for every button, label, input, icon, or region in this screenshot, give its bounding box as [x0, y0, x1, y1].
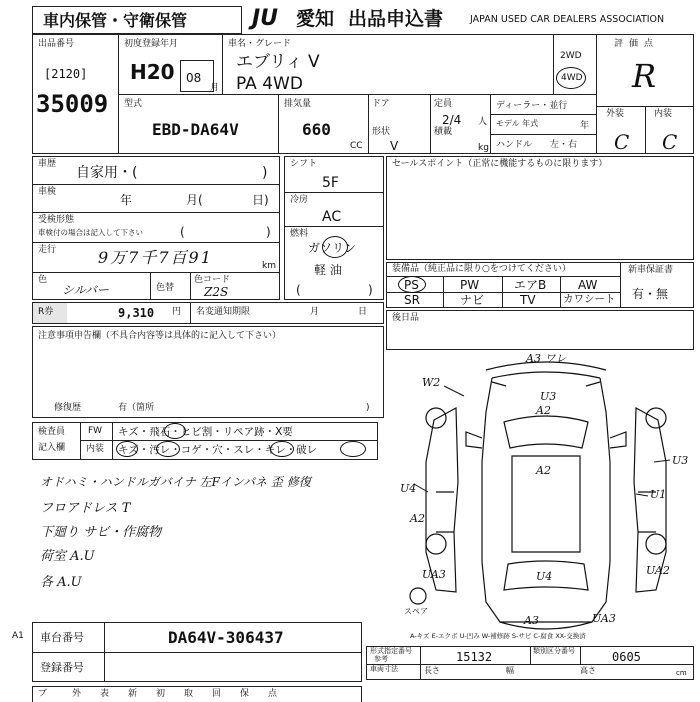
damage-mark: スペア: [404, 607, 428, 616]
damage-legend: A-キズ E-エクボ U-凹み W-補修跡 S-サビ C-腐食 XX-交換済: [410, 632, 586, 640]
notice-day: 日: [358, 307, 368, 317]
equipment-item: エアB: [514, 278, 547, 292]
int-wear-circle: [270, 441, 294, 457]
new-warranty-value: 有・無: [632, 287, 669, 301]
damage-mark: U3: [672, 454, 689, 467]
form-title: 出品申込書: [348, 8, 444, 30]
shift-value: 5F: [322, 175, 339, 191]
damage-mark: U4: [400, 482, 417, 495]
equipment-item: AW: [578, 278, 598, 292]
int-dirt-circle: [156, 441, 180, 457]
repair-value: 有（箇所: [118, 403, 155, 413]
ju-logo: JU: [252, 6, 279, 31]
stamp-cell: 初: [156, 689, 166, 699]
registration-era-year: H20: [130, 60, 175, 84]
cert-value-1: 15132: [456, 650, 493, 664]
registration-month: 08: [186, 71, 202, 85]
damage-mark: A3: [524, 614, 539, 627]
drive-4wd-circle: [556, 67, 586, 89]
fuel-open: (: [296, 283, 301, 297]
color-value: シルバー: [62, 283, 109, 297]
damage-mark: A2: [410, 512, 425, 525]
stamp-cell: 新: [128, 689, 138, 699]
stamp-cell: 表: [100, 689, 110, 699]
consignment-label: 受検形態: [38, 215, 75, 225]
dims-unit: cm: [676, 669, 687, 677]
stamp-cell: 点: [268, 689, 278, 699]
repair-label: 修復歴: [54, 403, 82, 413]
handle-label: ハンドル: [496, 140, 533, 150]
consignment-open: (: [180, 225, 185, 239]
handwritten-note: 各 A.U: [40, 575, 82, 590]
org-name: 愛知: [296, 8, 335, 30]
score-value: R: [632, 57, 657, 95]
dims-label: 車両寸法: [370, 665, 398, 673]
recycle-label: R券: [38, 307, 54, 317]
sales-point-box: [386, 156, 694, 260]
color-change-label: 色替: [156, 283, 175, 293]
fuel-gas: ガソリン: [308, 241, 357, 255]
fuel-light-oil: 軽 油: [314, 263, 342, 277]
displacement-label: 排気量: [284, 99, 312, 109]
equipment-item: TV: [520, 293, 536, 307]
drive-2wd: 2WD: [560, 51, 582, 61]
int-tear-circle: [340, 441, 366, 457]
inspection-label: 車検: [38, 187, 57, 197]
recycle-value: 9,310: [118, 306, 155, 320]
stamp-cell: 外: [72, 689, 82, 699]
model-label: 車名・グレード: [228, 39, 292, 49]
interior-items: キズ・汚レ・コゲ・穴・スレ・キレ・破レ: [118, 444, 318, 456]
chassis-value: DA64V-306437: [168, 628, 284, 647]
damage-mark: UA2: [646, 564, 670, 577]
handle-options: 左・右: [550, 140, 578, 150]
handwritten-note: オドハミ・ハンドルガバイナ 左Fインパネ 歪 修復: [40, 475, 311, 489]
damage-mark: UA3: [592, 612, 616, 625]
equipment-item: SR: [404, 293, 420, 307]
capacity-unit: 人: [478, 117, 488, 127]
storage-title-box: [32, 6, 242, 34]
chassis-label: 車台番号: [40, 631, 84, 644]
lot-label: 出品番号: [38, 39, 75, 49]
registration-month-unit: 月: [210, 83, 220, 93]
equipment-label: 装備品（純正品に限り○をつけてください）: [392, 264, 571, 274]
sales-point-label: セールスポイント（正常に機能するものに限ります）: [392, 159, 608, 169]
recycle-unit: 円: [172, 307, 182, 317]
model-name: エブリィ V: [236, 52, 320, 72]
handwritten-note: フロアドレス T: [40, 501, 131, 516]
ac-label: 冷房: [290, 195, 309, 205]
notice-label: 名変通知期限: [196, 307, 251, 317]
fw-items: キズ・飛石・ヒビ割・リペア跡・X要: [118, 426, 293, 438]
cert-label-1: 形式指定番号: [370, 647, 412, 655]
doors-label: ドア: [372, 99, 390, 109]
consignment-close: ): [266, 225, 271, 239]
displacement-unit: CC: [350, 141, 363, 151]
equipment-item: PW: [460, 278, 480, 292]
load-unit: kg: [478, 143, 489, 153]
stamp-cell: 取: [184, 689, 194, 699]
handwritten-note: 荷室 A.U: [40, 549, 95, 564]
mileage-label: 走行: [38, 245, 57, 255]
later-date-box: [386, 310, 694, 350]
vehicle-damage-diagram: [396, 352, 698, 644]
model-year-unit: 年: [580, 121, 590, 131]
interior-items-label: 内装: [86, 444, 105, 454]
lot-sub-number: [2120]: [44, 67, 88, 81]
notice-month: 月: [310, 307, 320, 317]
inspection-month: 月(: [186, 193, 203, 207]
type-value: EBD-DA64V: [152, 120, 239, 139]
equipment-item: ナビ: [460, 293, 485, 307]
storage-title: 車内保管・守衛保管: [43, 11, 188, 30]
inspection-year: 年: [120, 193, 133, 207]
capacity-label: 定員: [434, 99, 453, 109]
repair-close: ): [366, 403, 370, 413]
stamp-cell: 保: [240, 689, 250, 699]
damage-mark: U3: [540, 390, 557, 403]
drive-4wd: 4WD: [561, 73, 583, 83]
color-label: 色: [38, 275, 48, 285]
damage-mark: U4: [536, 570, 553, 583]
fw-stone-circle: [164, 423, 186, 439]
association-name: JAPAN USED CAR DEALERS ASSOCIATION: [470, 14, 665, 25]
cert-value-2: 0605: [612, 650, 641, 664]
damage-mark: A3 ワレ: [526, 352, 567, 365]
damage-mark: A2: [536, 404, 551, 417]
interior-score: C: [662, 130, 678, 154]
damage-mark: U1: [650, 488, 667, 501]
score-label: 評価点: [614, 39, 660, 49]
mileage-unit: km: [262, 261, 276, 271]
dealer-parallel: ディーラー・並行: [496, 101, 568, 111]
fuel-close: ): [368, 283, 373, 297]
type-label: 型式: [124, 99, 143, 109]
int-scratch-circle: [116, 441, 138, 457]
exterior-score: C: [614, 130, 630, 154]
stamp-cell: 回: [212, 689, 222, 699]
new-warranty-label: 新車保証書: [628, 265, 674, 275]
registration-label: 初度登録年月: [124, 39, 179, 49]
chassis-note: A1: [12, 631, 24, 641]
capacity-value: 2/4: [442, 113, 462, 127]
displacement-value: 660: [302, 120, 331, 139]
dims-height: 高さ: [580, 666, 596, 675]
notes-label: 注意事項申告欄（不具合内容等は具体的に記入して下さい）: [38, 331, 282, 341]
later-date-label: 後日品: [392, 313, 420, 323]
color-code-label: 色コード: [194, 275, 231, 285]
load-label: 積載: [434, 127, 453, 137]
consignment-note: 車検付の場合は記入して下さい: [38, 228, 143, 237]
fw-label: FW: [88, 426, 103, 436]
reg-number-label: 登録番号: [40, 661, 84, 674]
shape-value: V: [390, 139, 399, 153]
equipment-item: PS: [404, 278, 419, 292]
fuel-gas-circle: [322, 236, 348, 258]
equipment-ps-circle: [398, 276, 426, 293]
cert-label-2: 類別区分番号: [533, 647, 575, 655]
history-label: 車歴: [38, 159, 57, 169]
exterior-label: 外装: [606, 109, 625, 119]
damage-mark: UA3: [422, 568, 446, 581]
cert-ref-1: 参考: [374, 655, 388, 663]
mileage-value: 9万7千7百91: [98, 248, 213, 267]
model-year-label: モデル 年式: [496, 119, 539, 128]
model-grade: PA 4WD: [236, 74, 303, 94]
interior-label: 内装: [654, 109, 673, 119]
dims-length: 長さ: [424, 666, 440, 675]
inspector-label: 検査員: [38, 427, 66, 437]
history-close: ): [262, 165, 268, 181]
damage-mark: A2: [536, 464, 551, 477]
damage-mark: W2: [422, 376, 441, 389]
lot-number: 35009: [36, 90, 109, 118]
fuel-label: 燃料: [290, 229, 309, 239]
equipment-item: カワシート: [563, 293, 616, 305]
dims-width: 幅: [506, 666, 514, 675]
color-code-value: Z2S: [204, 285, 229, 299]
shape-label: 形状: [372, 127, 391, 137]
history-value: 自家用・(: [76, 165, 138, 181]
stamp-cell: ブ: [38, 689, 48, 699]
shift-label: シフト: [290, 159, 318, 169]
entry-label: 記入欄: [38, 443, 66, 453]
ac-value: AC: [322, 209, 342, 225]
handwritten-note: 下廻り サビ・作腐物: [40, 525, 162, 540]
inspection-day: 日): [252, 193, 269, 207]
